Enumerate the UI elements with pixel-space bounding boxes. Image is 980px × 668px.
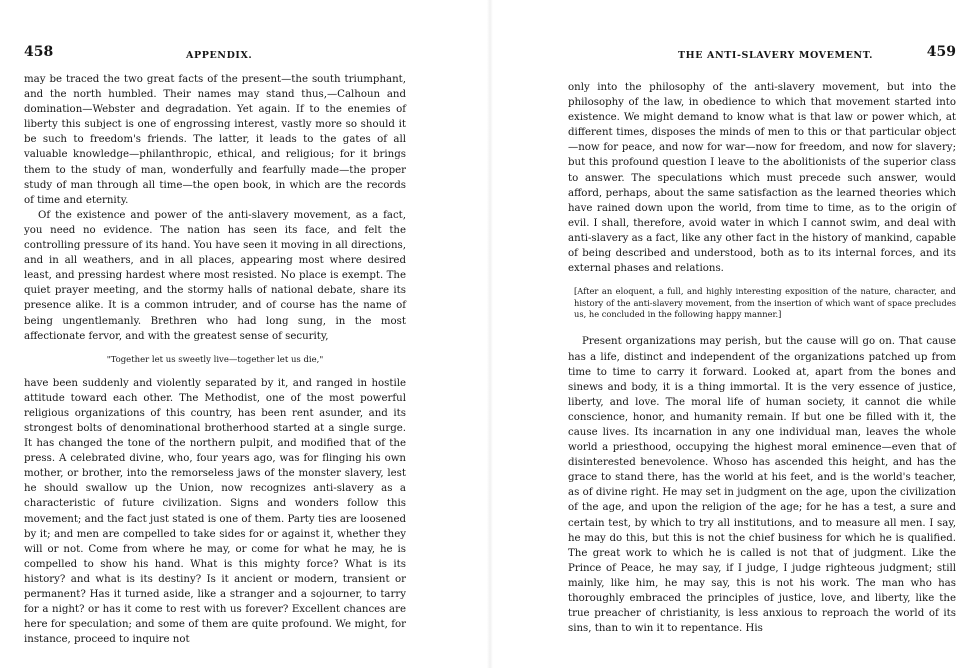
right-page-body xyxy=(568,80,956,636)
left-page-number: 458 xyxy=(24,44,54,60)
right-page xyxy=(568,0,956,668)
left-page-body xyxy=(24,72,406,647)
left-running-title: APPENDIX. xyxy=(186,50,253,61)
right-running-title: THE ANTI-SLAVERY MOVEMENT. xyxy=(678,50,874,61)
paragraph: have been suddenly and violently separated by it, and ranged in hostile attitude toward each other. The Methodist, one of the most powerful religious organizations of this country, has been rent asunder, and its strongest bolts of denominational brotherhood started at a single surge. It has changed the tone of the northern pulpit, and modified that of the press. A celebrated divine, who, four years ago, was for flinging his own mother, or brother, into the remorseless jaws of the monster slavery, lest he should swallow up the Union, now recognizes anti-slavery as a characteristic of future civilization. Signs and wonders follow this movement; and the fact just stated is one of them. Party ties are loosened by it; and men are compelled to take sides for or against it, whether they will or not. Come from where he may, or come for what he may, he is compelled to show his hand. What is this mighty force? What is its history? and what is its destiny? Is it ancient or modern, transient or permanent? Has it turned aside, like a stranger and a sojourner, to tarry for a night? or has it come to rest with us forever? Excellent chances are here for speculation; and some of them are quite profound. We might, for instance, proceed to inquire not xyxy=(24,377,406,646)
page-gutter xyxy=(487,0,493,668)
hymn-quote: "Together let us sweetly live—together let us die," xyxy=(106,354,324,365)
left-running-header xyxy=(24,44,406,64)
right-running-header xyxy=(568,44,956,64)
paragraph: Of the existence and power of the anti-slavery movement, as a fact, you need no evidence. The nation has seen its face, and felt the controlling pressure of its hand. You have seen it moving in all directions, and in all weathers, and in all places, appearing most where desired least, and pressing hardest where most resisted. No place is exempt. The quiet prayer meeting, and the stormy halls of national debate, share its presence alike. It is a common intruder, and of course has the name of being ungentlemanly. Brethren who had long sung, in the most affectionate fervor, and with the greatest sense of security, xyxy=(24,209,406,342)
editorial-note: [After an eloquent, a full, and highly interesting exposition of the nature, character, and history of the anti-slavery movement, from the insertion of which want of space precludes us, he concluded in the following happy manner.] xyxy=(574,286,956,320)
right-page-number: 459 xyxy=(926,44,956,60)
left-page xyxy=(24,0,406,668)
paragraph: may be traced the two great facts of the present—the south triumphant, and the north humbled. Their names may stand thus,—Calhoun and domination—Webster and degradation. Yet again. If to the enemies of liberty this subject is one of engrossing interest, vastly more so should it be such to freedom's friends. The latter, it leads to the gates of all valuable knowledge—philanthropic, ethical, and religious; for it brings them to the study of man, wonderfully and fearfully made—the proper study of man through all time—the open book, in which are the records of time and eternity. xyxy=(24,74,406,206)
paragraph: only into the philosophy of the anti-slavery movement, but into the philosophy of the law, in obedience to which that movement started into existence. We might demand to know what is that law or power which, at different times, disposes the minds of men to this or that particular object—now for peace, and now for war—now for freedom, and now for slavery; but this profound question I leave to the abolitionists of the superior class to answer. The speculations which must precede such answer, would afford, perhaps, about the same satisfaction as the learned theories which have rained down upon the world, from time to time, as to the origin of evil. I shall, therefore, avoid water in which I cannot swim, and deal with anti-slavery as a fact, like any other fact in the history of mankind, capable of being described and understood, both as to its internal forces, and its external phases and relations. xyxy=(568,82,956,275)
paragraph: Present organizations may perish, but the cause will go on. That cause has a life, distinct and independent of the organizations patched up from time to time to carry it forward. Looked at, apart from the bones and sinews and body, it is a thing immortal. It is the very essence of justice, liberty, and love. The moral life of human society, it cannot die while conscience, honor, and humanity remain. If but one be filled with it, the cause lives. Its incarnation in any one individual man, leaves the whole world a priesthood, occupying the highest moral eminence—even that of disinterested benevolence. Whoso has ascended this height, and has the grace to stand there, has the world at his feet, and is the world's teacher, as of divine right. He may set in judgment on the age, upon the civilization of the age, and upon the religion of the age; for he has a test, a sure and certain test, by which to try all institutions, and to measure all men. I say, he may do this, but this is not the chief business for which he is qualified. The great work to which he is called is not that of judgment. Like the Prince of Peace, he may say, if I judge, I judge righteous judgment; still mainly, like him, he may say, this is not his work. The man who has thoroughly embraced the principles of justice, love, and liberty, like the true preacher of christianity, is less anxious to reproach the world of its sins, than to win it to repentance. His xyxy=(568,336,956,635)
